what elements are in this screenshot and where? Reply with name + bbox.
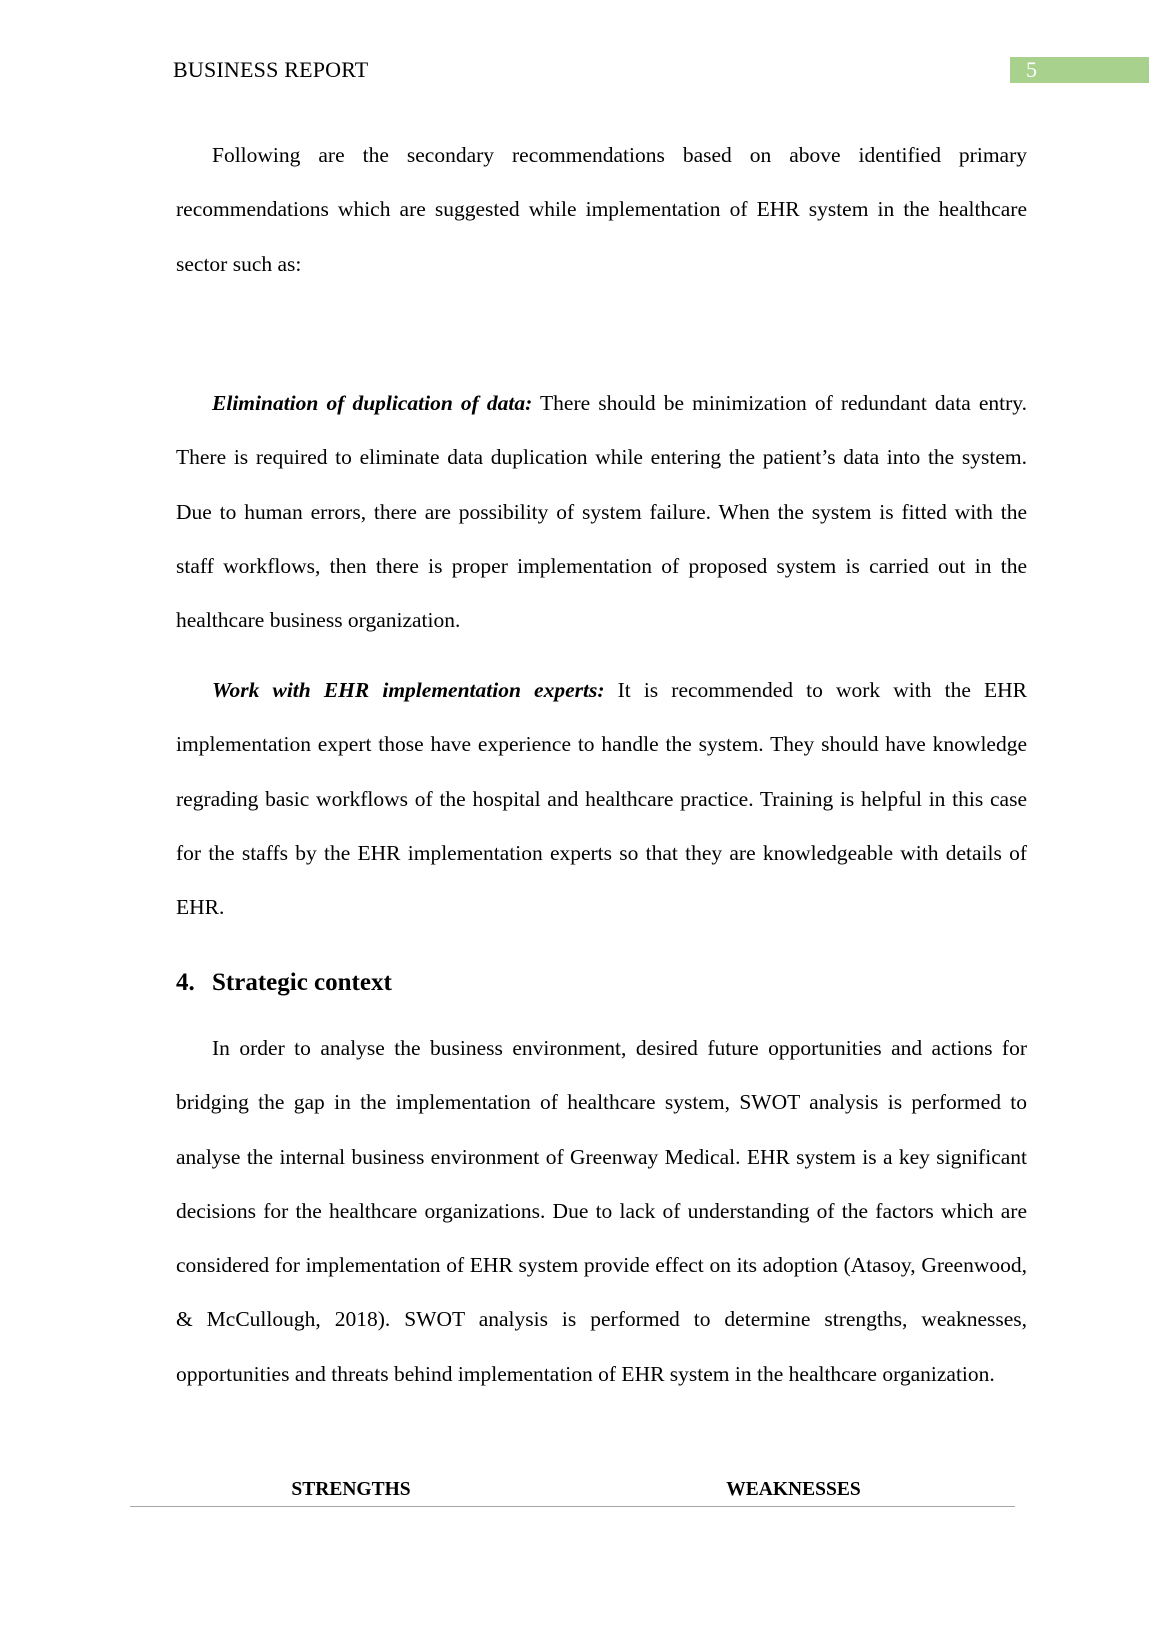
elimination-text: There should be minimization of redundant data entry. There is required to eliminate data duplication while entering the patient’s data into the system. Due to human errors, there are possibility of system failure. When the system is fitted with the staff workflows, then there is proper implementation of proposed system is carried out in the healthcare business organization.: [176, 391, 1027, 633]
strategic-context-paragraph: [176, 1021, 1027, 1401]
intro-paragraph: [176, 128, 1027, 291]
page-number-badge: 5: [1010, 57, 1149, 83]
section-number: 4.: [176, 969, 195, 996]
section-heading: [176, 966, 392, 1000]
swot-weaknesses-header: WEAKNESSES: [726, 1479, 861, 1500]
intro-text: Following are the secondary recommendations based on above identified primary recommendations which are suggested while implementation of EHR system in the healthcare sector such as:: [176, 143, 1027, 276]
running-header-title: BUSINESS REPORT: [173, 57, 369, 82]
experts-text: It is recommended to work with the EHR implementation expert those have experience to handle the system. They should have knowledge regrading basic workflows of the hospital and healthcare practice. Training is helpful in this case for the staffs by the EHR implementation experts so that they are knowledgeable with details of EHR.: [176, 678, 1027, 920]
swot-table-header: [130, 1478, 1015, 1507]
elimination-term: Elimination of duplication of data:: [212, 391, 533, 415]
experts-paragraph: [176, 663, 1027, 934]
section-title: Strategic context: [212, 969, 392, 996]
experts-term: Work with EHR implementation experts:: [212, 678, 605, 702]
strategic-context-text: In order to analyse the business environment, desired future opportunities and actions for bridging the gap in the implementation of healthcare system, SWOT analysis is performed to analyse the internal business environment of Greenway Medical. EHR system is a key significant decisions for the healthcare organizations. Due to lack of understanding of the factors which are considered for implementation of EHR system provide effect on its adoption (Atasoy, Greenwood, & McCullough, 2018). SWOT analysis is performed to determine strengths, weaknesses, opportunities and threats behind implementation of EHR system in the healthcare organization.: [176, 1036, 1027, 1386]
swot-strengths-header: STRENGTHS: [291, 1479, 411, 1500]
elimination-paragraph: [176, 376, 1027, 647]
